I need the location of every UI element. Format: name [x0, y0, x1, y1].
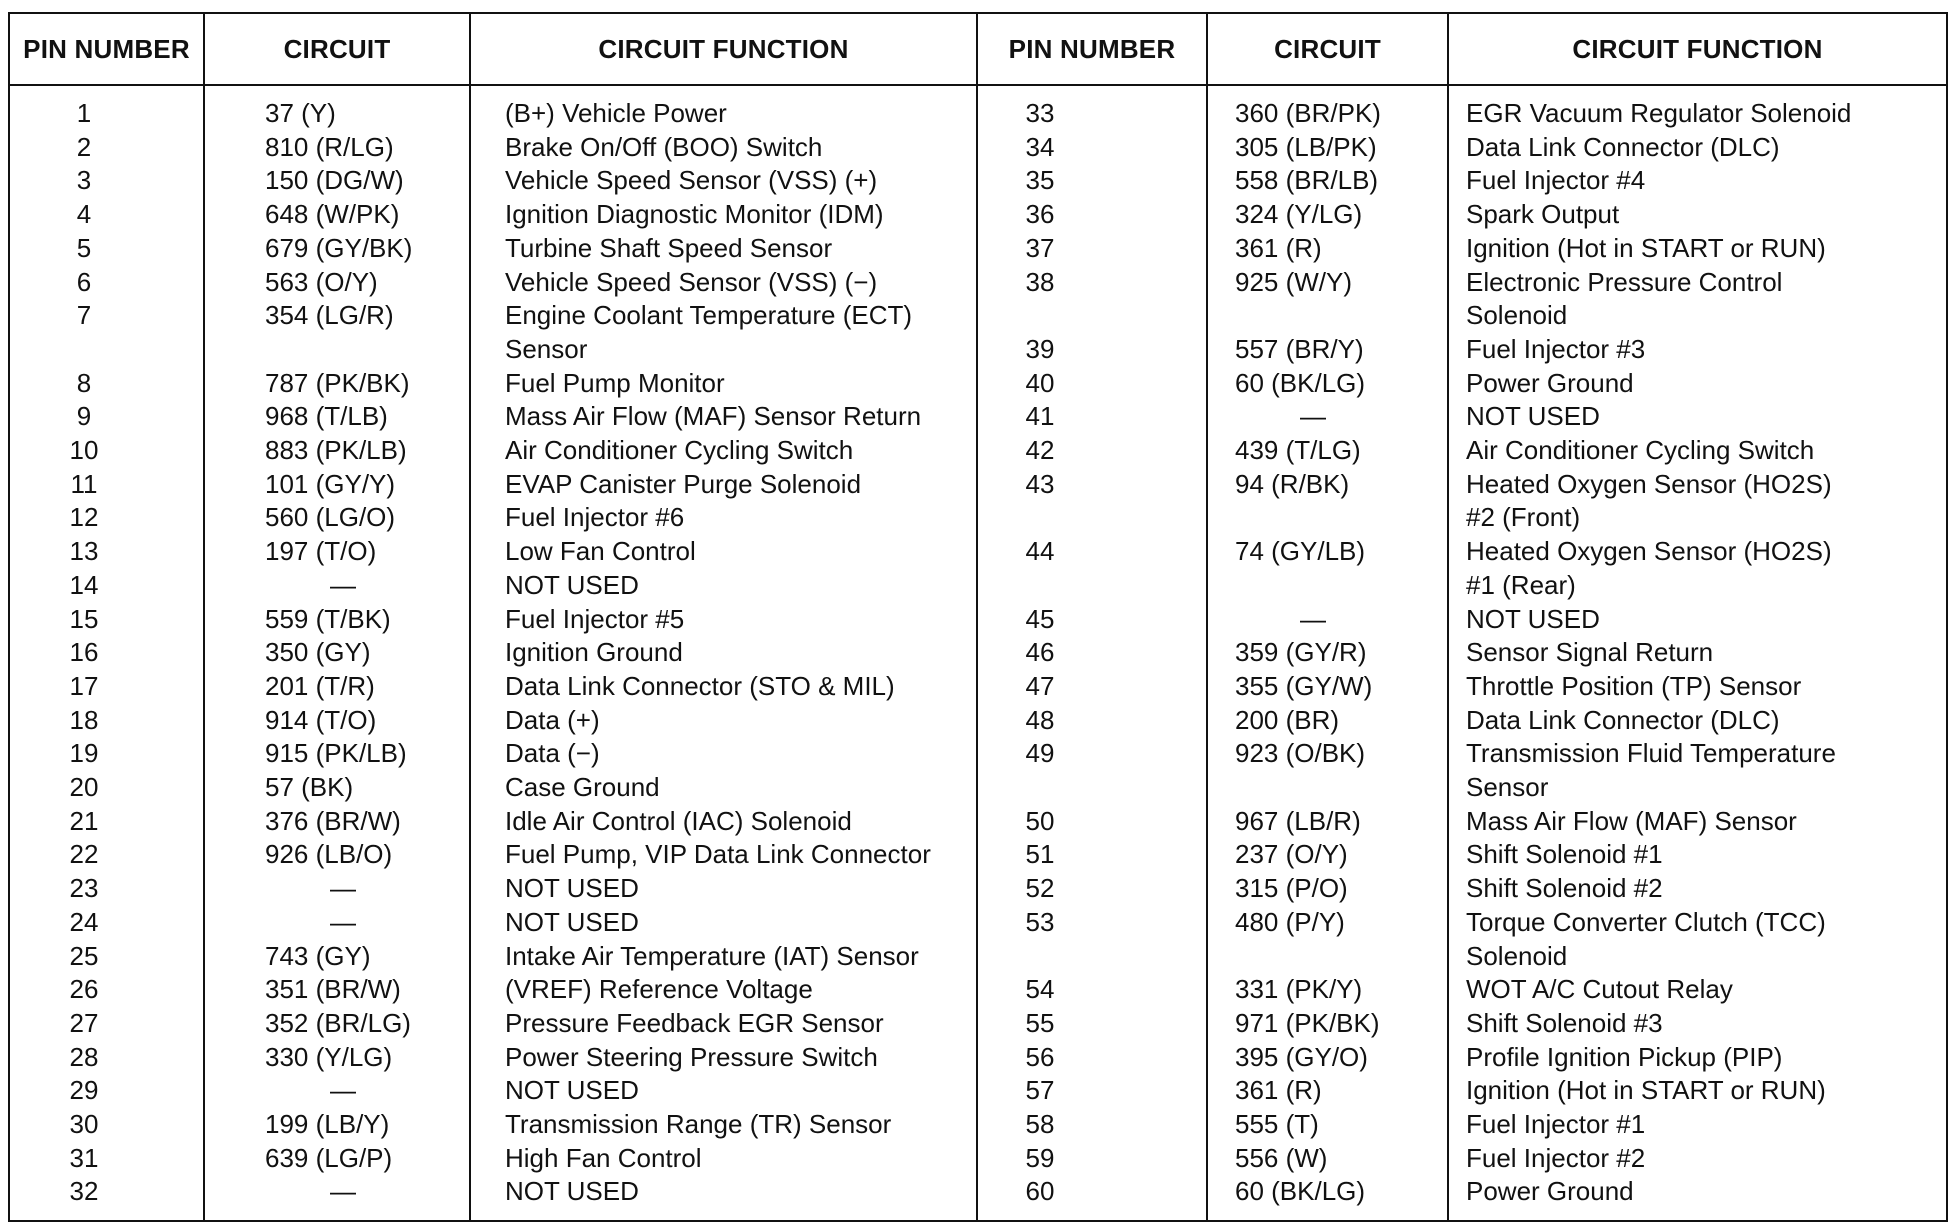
table-row	[976, 500, 1946, 534]
table-row	[976, 1040, 1946, 1074]
cell-function: Power Ground	[1466, 367, 1634, 398]
cell-function: Brake On/Off (BOO) Switch	[505, 131, 823, 162]
cell-circuit: 563 (O/Y)	[265, 266, 378, 297]
cell-pin: 7	[76, 300, 92, 331]
table-row	[976, 1141, 1946, 1175]
cell-circuit: 914 (T/O)	[265, 704, 377, 735]
cell-function: Ignition Diagnostic Monitor (IDM)	[505, 199, 884, 230]
cell-circuit: 94 (R/BK)	[1235, 468, 1350, 499]
cell-function: Solenoid	[1466, 940, 1568, 971]
table-row	[976, 467, 1946, 501]
cell-function: Transmission Range (TR) Sensor	[505, 1109, 892, 1139]
cell-circuit: 324 (Y/LG)	[1235, 199, 1363, 230]
cell-function: Turbine Shaft Speed Sensor	[505, 232, 833, 263]
cell-pin: 9	[76, 401, 92, 432]
cell-circuit: 37 (Y)	[265, 98, 336, 128]
cell-function: Ignition (Hot in START or RUN)	[1466, 1075, 1826, 1106]
cell-pin: 36	[1025, 199, 1055, 230]
cell-function: Engine Coolant Temperature (ECT)	[505, 300, 913, 331]
cell-pin: 46	[1025, 637, 1055, 668]
cell-function: Fuel Pump Monitor	[505, 367, 725, 398]
cell-circuit: 743 (GY)	[265, 940, 371, 971]
cell-pin: 17	[69, 670, 99, 701]
cell-circuit: 559 (T/BK)	[265, 603, 391, 634]
table-row	[976, 837, 1946, 871]
cell-pin: 27	[69, 1007, 99, 1038]
cell-function: Fuel Injector #5	[505, 603, 685, 634]
cell-function: Fuel Injector #2	[1466, 1142, 1646, 1173]
cell-pin: 52	[1025, 873, 1055, 904]
table-row	[10, 736, 976, 770]
cell-function: Fuel Injector #1	[1466, 1109, 1646, 1139]
cell-circuit: —	[330, 906, 356, 937]
cell-circuit: 967 (LB/R)	[1235, 805, 1361, 836]
cell-pin: 51	[1025, 839, 1055, 870]
cell-circuit: 57 (BK)	[265, 772, 354, 802]
cell-function: Throttle Position (TP) Sensor	[1466, 670, 1802, 701]
cell-circuit: 926 (LB/O)	[265, 839, 393, 870]
header-pin-number-left: PIN NUMBER	[23, 33, 190, 64]
cell-pin: 60	[1025, 1176, 1055, 1207]
cell-function: Power Steering Pressure Switch	[505, 1041, 878, 1072]
cell-circuit: 351 (BR/W)	[265, 974, 401, 1005]
cell-function: Heated Oxygen Sensor (HO2S)	[1466, 536, 1832, 567]
cell-function: Data Link Connector (DLC)	[1466, 704, 1780, 735]
cell-pin: 41	[1025, 401, 1055, 432]
cell-pin: 23	[69, 873, 99, 904]
cell-pin: 43	[1025, 468, 1055, 499]
table-row	[10, 534, 976, 568]
cell-function: Vehicle Speed Sensor (VSS) (+)	[505, 165, 878, 196]
cell-function: Transmission Fluid Temperature	[1466, 738, 1836, 769]
cell-circuit: 60 (BK/LG)	[1235, 367, 1366, 398]
table-row	[976, 736, 1946, 770]
cell-circuit: 150 (DG/W)	[265, 165, 404, 196]
cell-pin: 24	[69, 906, 99, 937]
cell-function: Idle Air Control (IAC) Solenoid	[505, 805, 852, 836]
cell-function: Mass Air Flow (MAF) Sensor	[1466, 805, 1797, 836]
cell-circuit: 556 (W)	[1235, 1142, 1328, 1173]
cell-pin: 2	[76, 131, 92, 162]
cell-function: Data (+)	[505, 704, 600, 735]
cell-circuit: 330 (Y/LG)	[265, 1041, 393, 1072]
header-pin-number-right: PIN NUMBER	[1008, 33, 1176, 64]
cell-pin: 38	[1025, 266, 1055, 297]
cell-circuit: —	[330, 873, 356, 904]
table-row	[10, 500, 976, 534]
cell-pin: 22	[69, 839, 99, 870]
table-row	[10, 163, 976, 197]
table-row	[976, 231, 1946, 265]
cell-circuit: 648 (W/PK)	[265, 199, 400, 230]
cell-pin: 29	[69, 1075, 99, 1106]
cell-circuit: 639 (LG/P)	[265, 1142, 393, 1173]
cell-circuit: 480 (P/Y)	[1235, 906, 1345, 937]
cell-circuit: 360 (BR/PK)	[1235, 98, 1381, 128]
table-row	[10, 1006, 976, 1040]
cell-pin: 3	[76, 165, 92, 196]
table-row	[976, 197, 1946, 231]
table-row	[976, 804, 1946, 838]
cell-function: Profile Ignition Pickup (PIP)	[1466, 1041, 1783, 1072]
cell-function: (B+) Vehicle Power	[505, 98, 727, 128]
cell-circuit: 810 (R/LG)	[265, 131, 394, 162]
cell-circuit: 199 (LB/Y)	[265, 1109, 390, 1139]
table-row	[976, 332, 1946, 366]
cell-pin: 1	[76, 98, 92, 128]
cell-function: Data (−)	[505, 738, 600, 769]
cell-function: Ignition Ground	[505, 637, 683, 668]
table-row	[976, 770, 1946, 804]
table-row	[976, 534, 1946, 568]
cell-pin: 5	[76, 232, 92, 263]
cell-function: NOT USED	[505, 1075, 639, 1106]
cell-function: EVAP Canister Purge Solenoid	[505, 468, 862, 499]
cell-function: NOT USED	[1466, 603, 1600, 634]
table-row	[10, 1174, 976, 1208]
table-row	[10, 1141, 976, 1175]
cell-pin: 31	[69, 1142, 99, 1173]
table-row	[976, 433, 1946, 467]
cell-pin: 40	[1025, 367, 1055, 398]
cell-circuit: 350 (GY)	[265, 637, 371, 668]
cell-function: Fuel Injector #4	[1466, 165, 1646, 196]
cell-pin: 4	[76, 199, 92, 230]
cell-function: Power Ground	[1466, 1176, 1634, 1207]
cell-function: Intake Air Temperature (IAT) Sensor	[505, 940, 919, 971]
cell-circuit: 305 (LB/PK)	[1235, 131, 1377, 162]
cell-pin: 15	[69, 603, 99, 634]
cell-circuit: 883 (PK/LB)	[265, 435, 407, 465]
cell-pin: 18	[69, 704, 99, 735]
cell-circuit: 74 (GY/LB)	[1235, 536, 1366, 567]
cell-circuit: 395 (GY/O)	[1235, 1041, 1368, 1072]
table-row	[976, 602, 1946, 636]
cell-circuit: —	[330, 1075, 356, 1106]
cell-circuit: —	[1300, 603, 1326, 634]
cell-circuit: 331 (PK/Y)	[1235, 974, 1363, 1005]
cell-function: Shift Solenoid #2	[1466, 873, 1663, 904]
cell-pin: 6	[76, 266, 92, 297]
header-circuit-right: CIRCUIT	[1274, 33, 1381, 64]
cell-circuit: 359 (GY/R)	[1235, 637, 1367, 668]
table-row	[976, 669, 1946, 703]
table-row	[10, 96, 976, 130]
table-row	[976, 265, 1946, 299]
cell-circuit: 201 (T/R)	[265, 670, 375, 701]
table-row	[10, 837, 976, 871]
table-row	[976, 1073, 1946, 1107]
table-row	[976, 1107, 1946, 1141]
cell-function: NOT USED	[505, 1176, 639, 1207]
table-row	[10, 703, 976, 737]
cell-pin: 39	[1025, 333, 1055, 364]
cell-pin: 20	[69, 772, 99, 802]
cell-circuit: 968 (T/LB)	[265, 401, 388, 432]
table-row	[10, 770, 976, 804]
cell-pin: 35	[1025, 165, 1055, 196]
table-row	[10, 298, 976, 332]
table-row	[976, 939, 1946, 973]
cell-function: Solenoid	[1466, 300, 1568, 331]
cell-pin: 10	[69, 435, 99, 465]
cell-pin: 49	[1025, 738, 1055, 769]
cell-function: Vehicle Speed Sensor (VSS) (−)	[505, 266, 878, 297]
table-row	[10, 871, 976, 905]
cell-pin: 28	[69, 1041, 99, 1072]
cell-circuit: 200 (BR)	[1235, 704, 1340, 735]
cell-pin: 14	[69, 569, 99, 600]
cell-pin: 47	[1025, 670, 1055, 701]
cell-function: Sensor	[1466, 772, 1549, 802]
cell-pin: 50	[1025, 805, 1055, 836]
table-row	[10, 399, 976, 433]
table-row	[10, 1107, 976, 1141]
table-row	[976, 130, 1946, 164]
cell-function: Pressure Feedback EGR Sensor	[505, 1007, 884, 1038]
cell-circuit: 557 (BR/Y)	[1235, 333, 1364, 364]
header-circuit-function-right: CIRCUIT FUNCTION	[1572, 33, 1823, 64]
table-row	[10, 602, 976, 636]
table-row	[10, 265, 976, 299]
cell-circuit: 361 (R)	[1235, 232, 1322, 263]
cell-pin: 30	[69, 1109, 99, 1139]
table-row	[976, 399, 1946, 433]
cell-function: Data Link Connector (STO & MIL)	[505, 670, 895, 701]
cell-circuit: 376 (BR/W)	[265, 805, 401, 836]
cell-circuit: 560 (LG/O)	[265, 502, 396, 533]
cell-circuit: 354 (LG/R)	[265, 300, 394, 331]
cell-circuit: 315 (P/O)	[1235, 873, 1348, 904]
table-row	[10, 972, 976, 1006]
table-row	[10, 905, 976, 939]
cell-pin: 32	[69, 1176, 99, 1207]
cell-pin: 8	[76, 367, 92, 398]
cell-function: Air Conditioner Cycling Switch	[505, 435, 854, 465]
table-row	[976, 635, 1946, 669]
cell-pin: 54	[1025, 974, 1055, 1005]
cell-function: Case Ground	[505, 772, 660, 802]
cell-circuit: 355 (GY/W)	[1235, 670, 1373, 701]
cell-pin: 33	[1025, 98, 1055, 128]
cell-function: Sensor Signal Return	[1466, 637, 1714, 668]
table-row	[10, 1040, 976, 1074]
cell-function: Ignition (Hot in START or RUN)	[1466, 232, 1826, 263]
cell-circuit: 787 (PK/BK)	[265, 367, 410, 398]
cell-circuit: 558 (BR/LB)	[1235, 165, 1379, 196]
cell-circuit: 925 (W/Y)	[1235, 266, 1353, 297]
cell-circuit: —	[1300, 401, 1326, 432]
table-row	[976, 972, 1946, 1006]
table-row	[10, 197, 976, 231]
table-row	[10, 231, 976, 265]
cell-function: Fuel Pump, VIP Data Link Connector	[505, 839, 931, 870]
cell-pin: 21	[69, 805, 99, 836]
cell-pin: 26	[69, 974, 99, 1005]
cell-function: Shift Solenoid #1	[1466, 839, 1663, 870]
table-row	[976, 298, 1946, 332]
cell-function: Fuel Injector #3	[1466, 333, 1646, 364]
cell-function: #2 (Front)	[1466, 502, 1581, 533]
cell-circuit: 101 (GY/Y)	[265, 468, 396, 499]
cell-pin: 48	[1025, 704, 1055, 735]
table-row	[976, 703, 1946, 737]
cell-circuit: 555 (T)	[1235, 1109, 1319, 1139]
cell-function: (VREF) Reference Voltage	[505, 974, 813, 1005]
cell-function: EGR Vacuum Regulator Solenoid	[1466, 98, 1852, 128]
cell-pin: 11	[70, 468, 98, 499]
header-circuit-left: CIRCUIT	[283, 33, 391, 64]
table-row	[10, 366, 976, 400]
cell-function: Mass Air Flow (MAF) Sensor Return	[505, 401, 922, 432]
cell-pin: 42	[1025, 435, 1055, 465]
header-divider	[10, 84, 1946, 86]
cell-pin: 16	[69, 637, 99, 668]
cell-pin: 58	[1025, 1109, 1055, 1139]
table-row	[10, 433, 976, 467]
cell-function: Spark Output	[1466, 199, 1620, 230]
cell-circuit: 197 (T/O)	[265, 536, 377, 567]
cell-pin: 13	[69, 536, 99, 567]
cell-function: NOT USED	[505, 569, 639, 600]
cell-function: Fuel Injector #6	[505, 502, 685, 533]
cell-pin: 44	[1025, 536, 1055, 567]
table-row	[10, 804, 976, 838]
cell-circuit: 60 (BK/LG)	[1235, 1176, 1366, 1207]
cell-pin: 25	[69, 940, 99, 971]
table-row	[976, 871, 1946, 905]
table-row	[976, 905, 1946, 939]
cell-function: Shift Solenoid #3	[1466, 1007, 1663, 1038]
table-row	[10, 130, 976, 164]
cell-pin: 19	[69, 738, 99, 769]
cell-pin: 12	[69, 502, 99, 533]
cell-pin: 45	[1025, 603, 1055, 634]
cell-circuit: 915 (PK/LB)	[265, 738, 407, 769]
cell-function: Low Fan Control	[505, 536, 696, 567]
cell-function: Electronic Pressure Control	[1466, 266, 1783, 297]
cell-function: High Fan Control	[505, 1142, 702, 1173]
table-row	[10, 635, 976, 669]
table-row	[976, 163, 1946, 197]
table-row	[10, 467, 976, 501]
cell-pin: 34	[1025, 131, 1055, 162]
cell-pin: 59	[1025, 1142, 1055, 1173]
cell-circuit: 352 (BR/LG)	[265, 1007, 411, 1038]
cell-function: NOT USED	[505, 906, 639, 937]
table-row	[976, 1006, 1946, 1040]
cell-function: Air Conditioner Cycling Switch	[1466, 435, 1815, 465]
cell-pin: 57	[1025, 1075, 1055, 1106]
pin-table	[8, 12, 1948, 1222]
cell-circuit: —	[330, 569, 356, 600]
table-row	[10, 669, 976, 703]
cell-circuit: —	[330, 1176, 356, 1207]
header-circuit-function-left: CIRCUIT FUNCTION	[598, 33, 849, 64]
cell-pin: 56	[1025, 1041, 1055, 1072]
table-row	[10, 568, 976, 602]
cell-pin: 37	[1025, 232, 1055, 263]
table-row	[976, 366, 1946, 400]
cell-circuit: 237 (O/Y)	[1235, 839, 1348, 870]
cell-function: Torque Converter Clutch (TCC)	[1466, 906, 1826, 937]
table-row	[976, 568, 1946, 602]
cell-circuit: 679 (GY/BK)	[265, 232, 413, 263]
cell-function: NOT USED	[505, 873, 639, 904]
cell-pin: 53	[1025, 906, 1055, 937]
table-row	[10, 939, 976, 973]
cell-function: #1 (Rear)	[1466, 569, 1576, 600]
table-row	[10, 1073, 976, 1107]
cell-circuit: 923 (O/BK)	[1235, 738, 1366, 769]
cell-function: NOT USED	[1466, 401, 1600, 432]
cell-function: Sensor	[505, 333, 588, 364]
cell-circuit: 361 (R)	[1235, 1075, 1322, 1106]
cell-pin: 55	[1025, 1007, 1055, 1038]
table-row	[976, 96, 1946, 130]
cell-function: Heated Oxygen Sensor (HO2S)	[1466, 468, 1832, 499]
cell-circuit: 439 (T/LG)	[1235, 435, 1361, 465]
cell-function: WOT A/C Cutout Relay	[1466, 974, 1733, 1005]
table-row	[10, 332, 976, 366]
cell-circuit: 971 (PK/BK)	[1235, 1007, 1380, 1038]
table-row	[976, 1174, 1946, 1208]
cell-function: Data Link Connector (DLC)	[1466, 131, 1780, 162]
